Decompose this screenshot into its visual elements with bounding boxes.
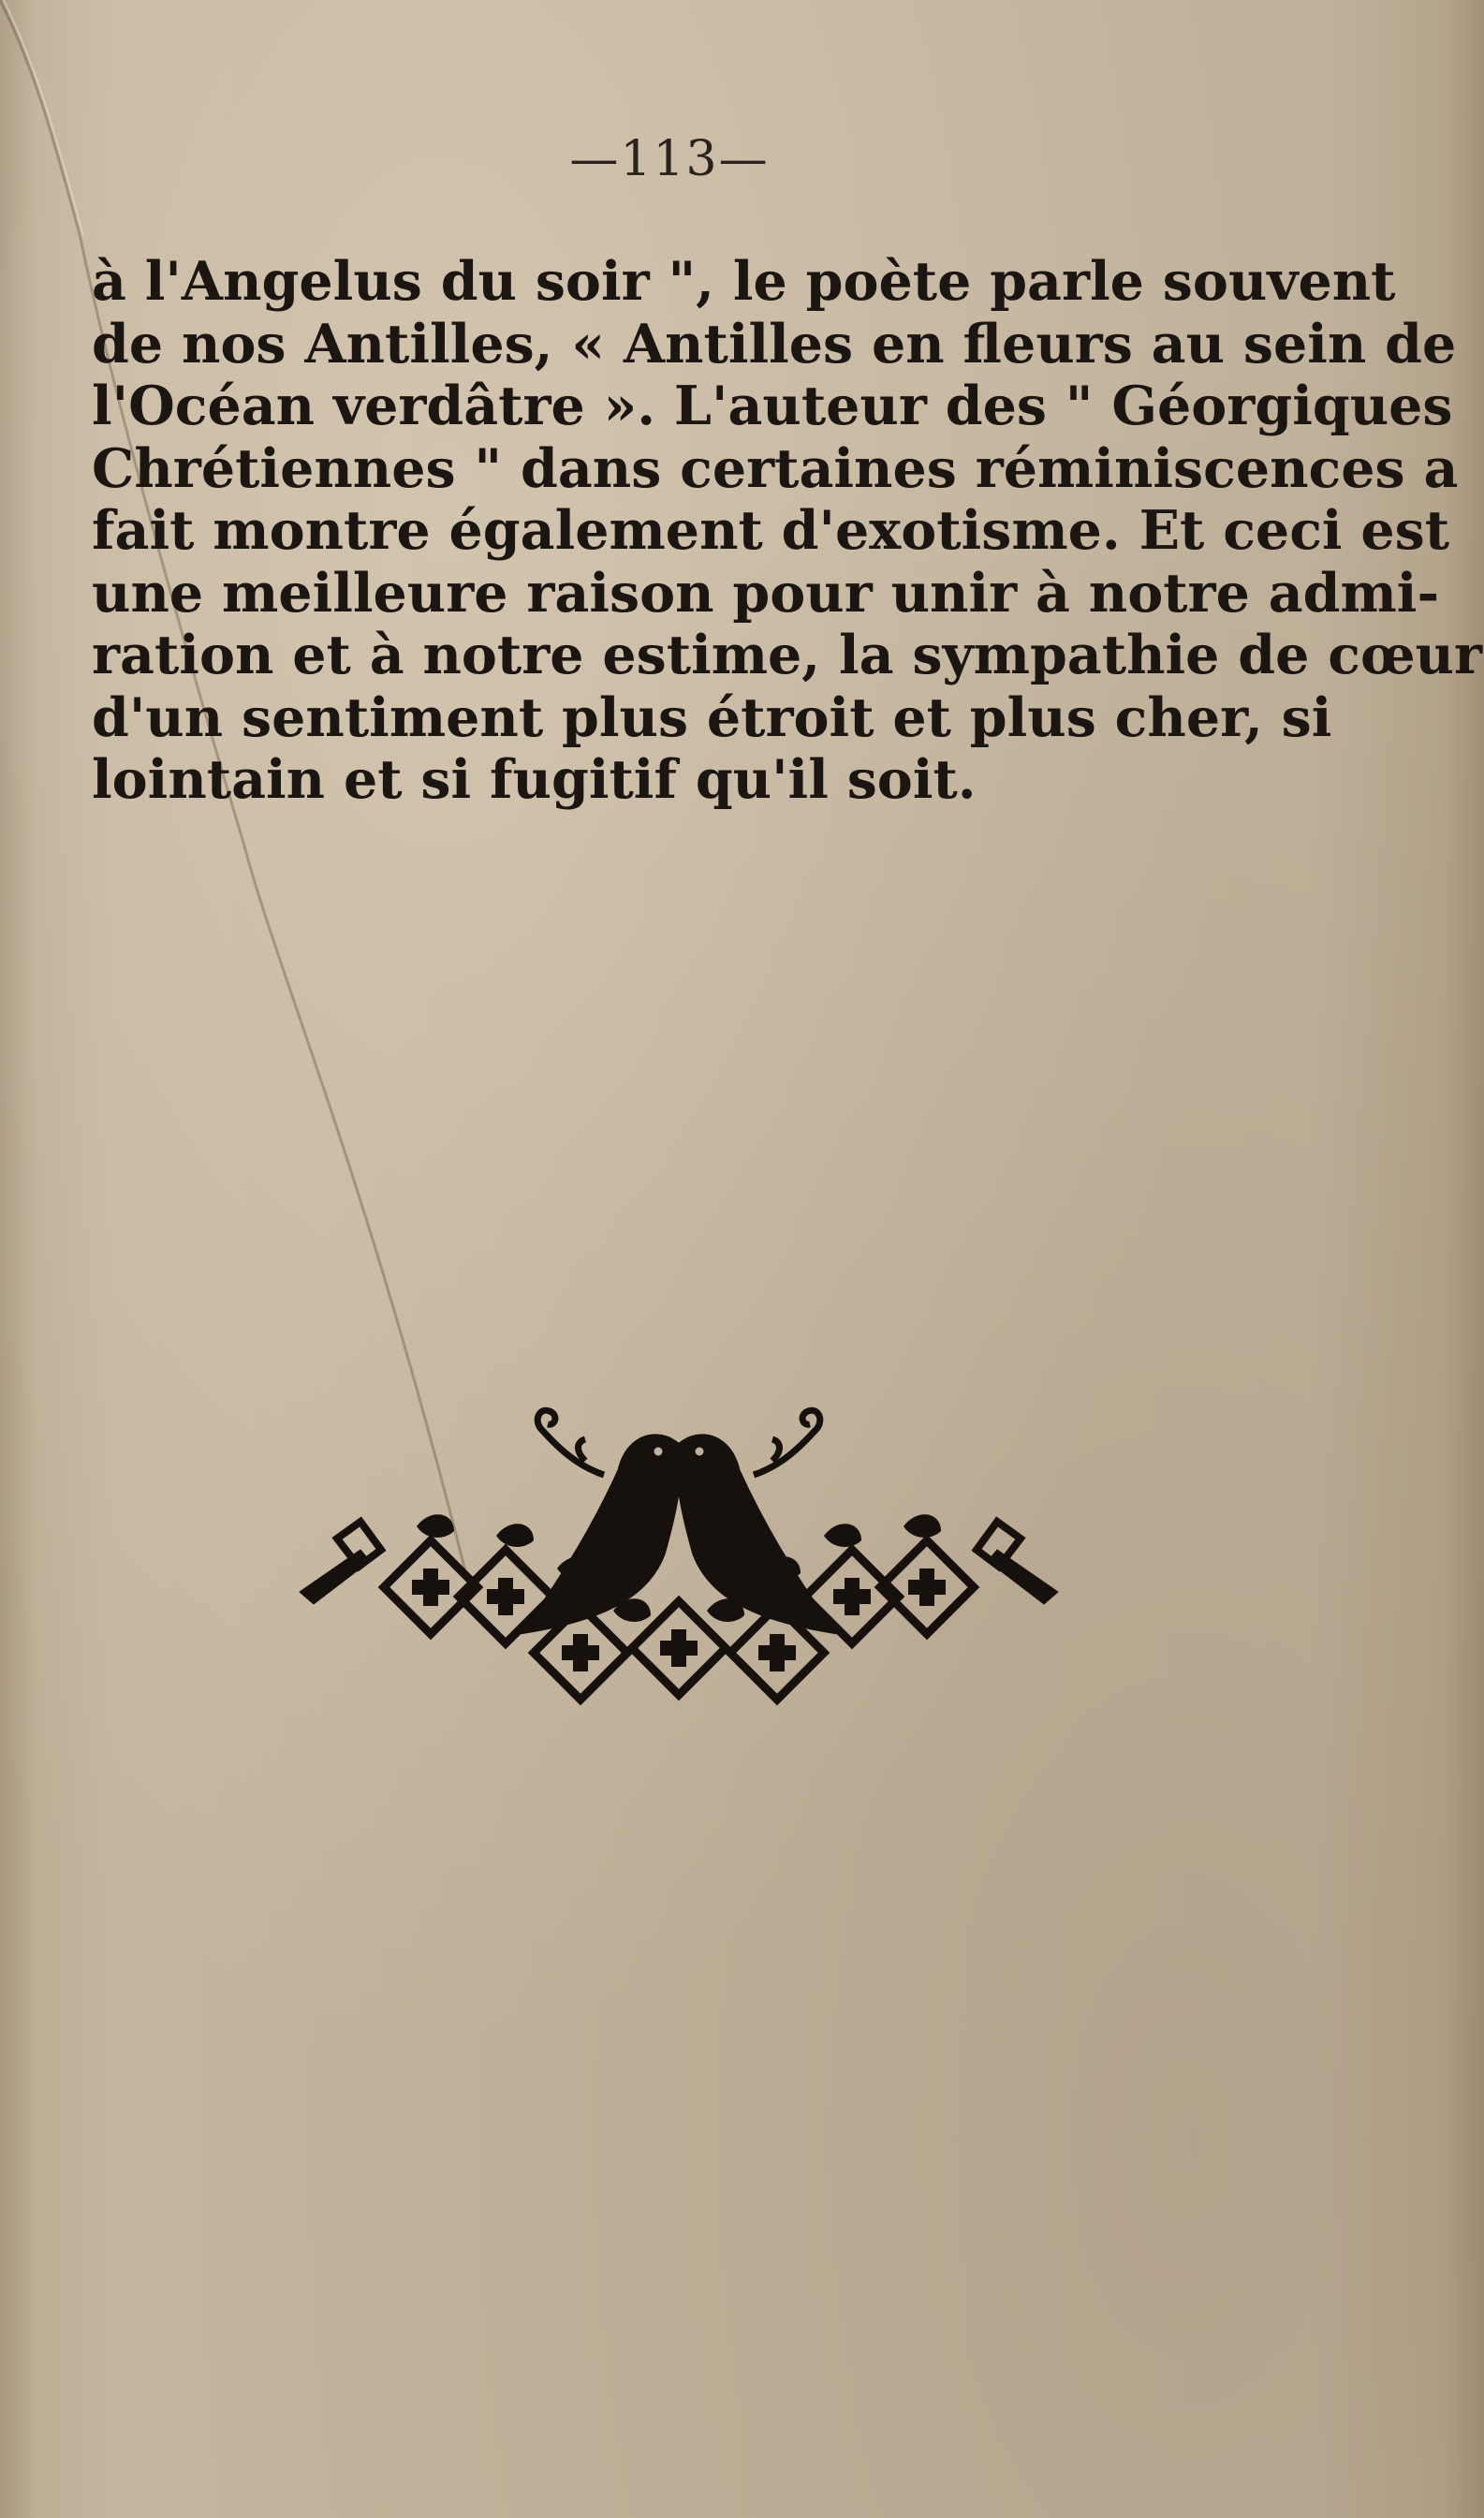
text-line: de nos Antilles, « Antilles en fleurs au sein de <box>92 312 1457 375</box>
text-line: lointain et si fugitif qu'il soit. <box>92 748 977 811</box>
text-line: d'un sentiment plus étroit et plus cher, si <box>92 685 1332 749</box>
birds-and-vines-tailpiece-icon <box>295 1400 1063 1718</box>
text-line: l'Océan verdâtre ». L'auteur des " Géorgiques <box>92 375 1453 437</box>
text-line: une meilleure raison pour unir à notre admi- <box>92 561 1440 625</box>
body-paragraph <box>92 250 1483 812</box>
text-line: à l'Angelus du soir ", le poète parle souvent <box>92 250 1396 313</box>
page-number: —113— <box>569 131 770 187</box>
text-line: Chrétiennes " dans certaines réminiscences a <box>92 436 1459 500</box>
text-line: fait montre également d'exotisme. Et ceci est <box>92 499 1450 562</box>
text-line: ration et à notre estime, la sympathie de cœur <box>92 624 1483 686</box>
